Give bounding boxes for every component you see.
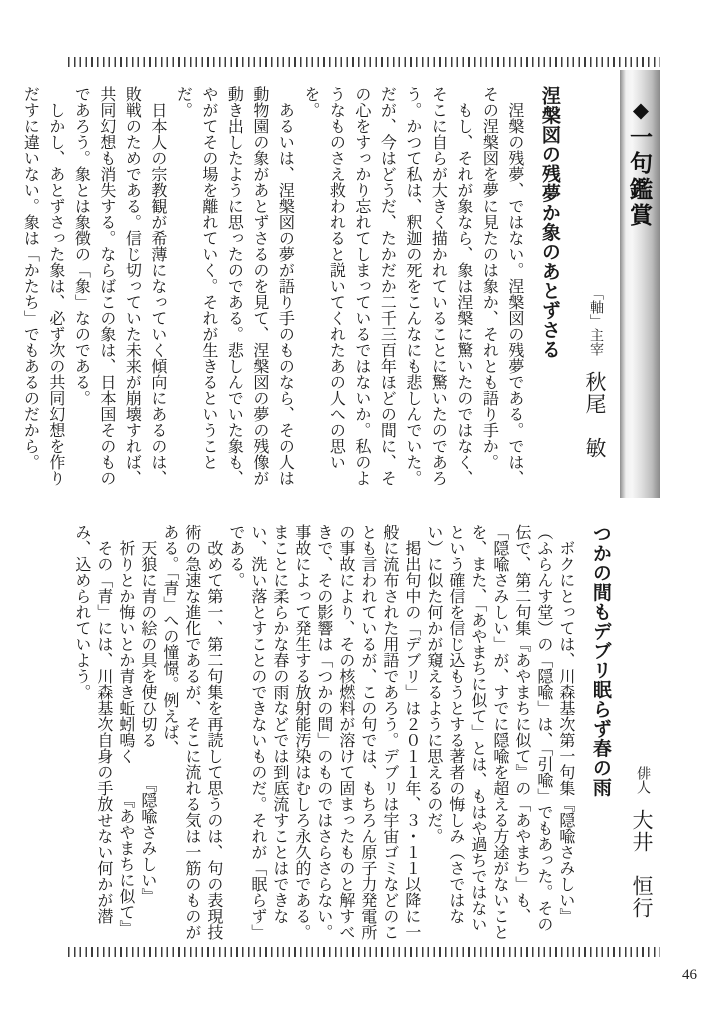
essay-title-bottom: つかの間もデブリ眠らず春の雨 bbox=[589, 524, 611, 797]
page-number: 46 bbox=[682, 967, 697, 983]
essay-title-top: 涅槃図の残夢か象のあとずさる bbox=[538, 86, 560, 359]
top-dashed-rule bbox=[68, 57, 660, 67]
paragraph: あるいは、涅槃図の夢が語り手のものなら、その人は動物園の象があとずさるのを見て、涅槃図の夢の残像が動き出したように思ったのである。悲しんでいた象も、やがてその場を離れていく。それが生きるということだ。 bbox=[174, 86, 294, 486]
byline-bottom-name: 大井 恒行 bbox=[630, 809, 654, 919]
haiku-text: 天狼に青の絵の具を使ひ切る bbox=[138, 540, 156, 748]
paragraph: 改めて第一、第二句集を再読して思うのは、句の表現技術の急速な進化であるが、そこに流れる気は一筋のものがある。「青」への憧憬。例えば、 bbox=[160, 524, 222, 940]
section-bottom-essay bbox=[68, 516, 660, 946]
byline-bottom bbox=[630, 516, 654, 946]
paragraph: ボクにとっては、川森基次第一句集『隠喩さみしい』（ふらんす堂）の「隠喩」は、「引喩」でもあった。その伝で、第二句集『あやまちに似て』の「あやまち」も、「隠喩さみしい」が、すでに隠喩を超える方途がないことを、また、「あやまちに似て」とは、もはや過ちではないという確信を信じ込もうとする著者の悔しみ（さではない）に似た何かが窺えるように思えるのだ。 bbox=[424, 524, 574, 940]
byline-bottom-role: 俳人 bbox=[635, 766, 650, 794]
paragraph: もし、それが象なら、象は涅槃に驚いたのではなく、そこに自らが大きく描かれていることに驚いたのであろう。かつて私は、釈迦の死をこんなにも悲しんでいた。だが、今はどうだ、たかだか二千三百年ほどの間に、その心をすっかり忘れてしまっているではないか。私のようなものさえ救われると説いてくれたあの人への思いを。 bbox=[301, 86, 472, 486]
haiku-source: 『あやまちに似て』 bbox=[116, 792, 134, 936]
paragraph: しかし、あとずさった象は、必ず次の共同幻想を作りだすに違いない。象は「かたち」でもあるのだから。 bbox=[21, 86, 64, 486]
section-top-essay bbox=[21, 70, 660, 498]
paragraph: 掲出句中の「デブリ」は２０１１年、３・１１以降に一般に流布された用語であろう。デブリは宇宙ゴミなどのことも言われているが、この句では、もちろん原子力発電所の事故により、その核燃料が溶けて固まったものと解すべきで、その影響は「つかの間」のものではさらさらない。事故によって発生する放射能汚染はむしろ永久的である。まことに柔らかな春の雨などでは到底流すことはできない、洗い落とすことのできないものだ。それが「眠らず」である。 bbox=[226, 524, 420, 940]
essay-body-top bbox=[17, 70, 527, 498]
byline-top-name: 秋尾 敏 bbox=[583, 371, 607, 459]
haiku-source: 『隠喩さみしい』 bbox=[138, 776, 156, 904]
byline-top bbox=[583, 70, 607, 498]
column-header-label: 一句鑑賞 bbox=[627, 125, 653, 229]
diamond-icon: ◆ bbox=[629, 98, 652, 125]
essay-body-bottom bbox=[70, 516, 576, 946]
paragraph: 日本人の宗教観が希薄になっていく傾向にあるのは、敗戦のためである。信じ切っていた未来が崩壊すれば、共同幻想も消失する。ならばこの象は、日本国そのものであろう。象とは象徴の「象」なのである。 bbox=[72, 86, 166, 486]
paragraph: 涅槃の残夢、ではない。涅槃図の残夢である。では、その涅槃図を夢に見たのは象か、それとも語り手か。 bbox=[480, 86, 523, 486]
paragraph: その「青」には、川森基次自身の手放せない何かが潜み、込められていよう。 bbox=[72, 524, 112, 924]
haiku-line bbox=[114, 524, 136, 946]
column-header-bar bbox=[620, 70, 660, 498]
bottom-dashed-rule bbox=[68, 947, 660, 957]
haiku-text: 祈りとか悔いとか青き蚯蚓鳴く bbox=[116, 540, 134, 764]
byline-top-role: 「軸」主宰 bbox=[588, 286, 603, 356]
haiku-line bbox=[136, 524, 158, 946]
